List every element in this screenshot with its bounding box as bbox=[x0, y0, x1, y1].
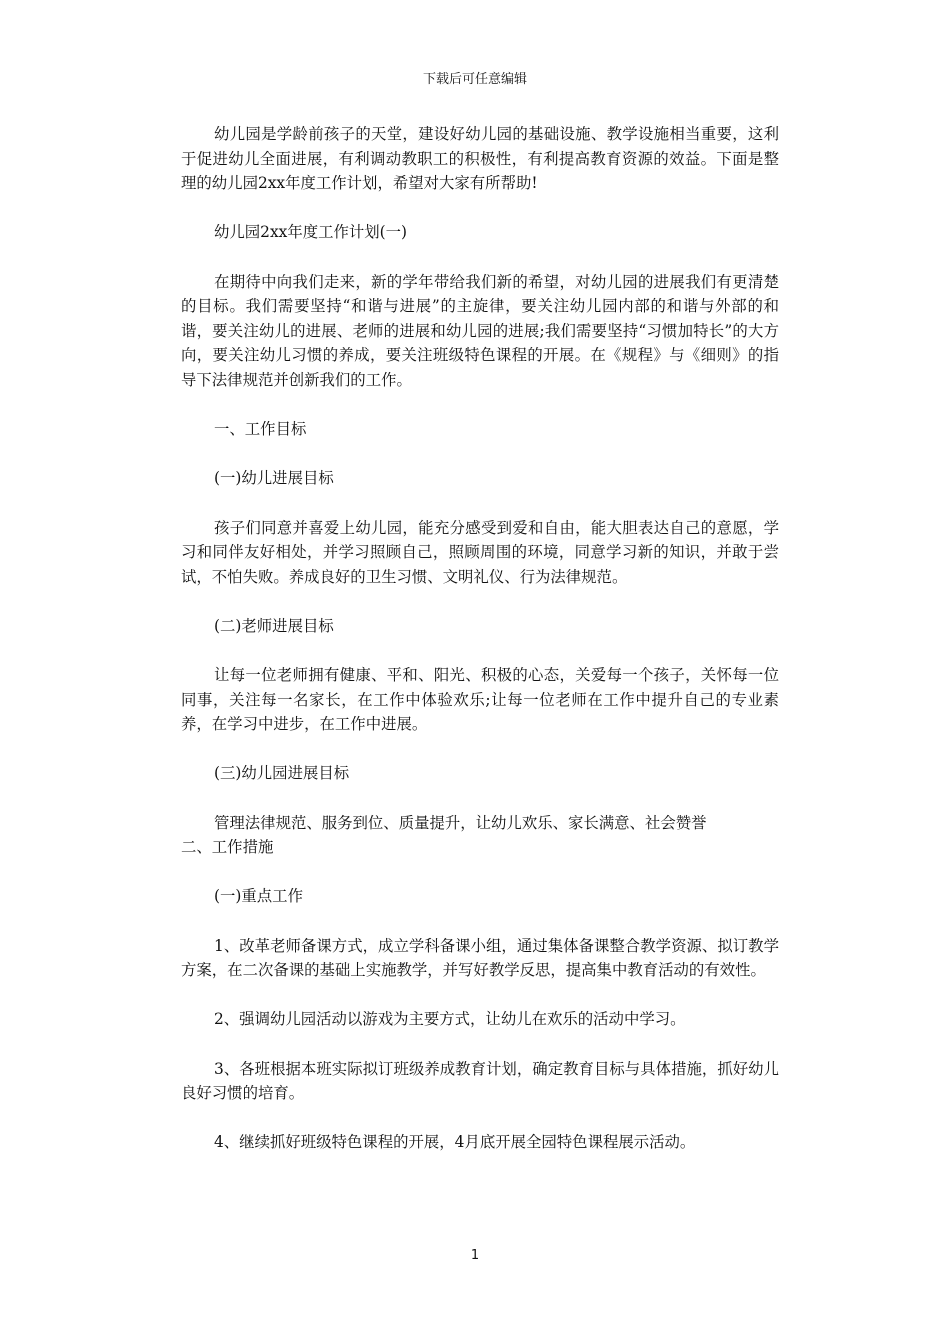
section-heading-goals: 一、工作目标 bbox=[214, 420, 307, 439]
intro-paragraph: 幼儿园是学龄前孩子的天堂，建设好幼儿园的基础设施、教学设施相当重要，这利于促进幼儿全面进展，有利调动教职工的积极性，有利提高教育资源的效益。下面是整理的幼儿园2xx年度工作计划，希望对大家有所帮助! bbox=[181, 125, 779, 193]
section-heading-measures: 二、工作措施 bbox=[181, 838, 274, 857]
measure-heading-key-work: (一)重点工作 bbox=[214, 887, 303, 906]
plan-title: 幼儿园2xx年度工作计划(一) bbox=[214, 223, 408, 242]
list-item: 1、改革老师备课方式，成立学科备课小组，通过集体备课整合教学资源、拟订教学方案，在二次备课的基础上实施教学，并写好教学反思，提高集中教育活动的有效性。 bbox=[181, 936, 779, 980]
goal-text-teachers: 让每一位老师拥有健康、平和、阳光、积极的心态，关爱每一个孩子，关怀每一位同事，关注每一名家长，在工作中体验欢乐;让每一位老师在工作中提升自己的专业素养，在学习中进步，在工作中进展。 bbox=[181, 666, 779, 734]
goal-heading-teachers: (二)老师进展目标 bbox=[214, 616, 334, 635]
goal-heading-children: (一)幼儿进展目标 bbox=[214, 469, 334, 488]
page-number: 1 bbox=[470, 1248, 480, 1263]
goal-heading-kindergarten: (三)幼儿园进展目标 bbox=[214, 764, 350, 783]
goal-text-children: 孩子们同意并喜爱上幼儿园，能充分感受到爱和自由，能大胆表达自己的意愿，学习和同伴友好相处，并学习照顾自己，照顾周围的环境，同意学习新的知识，并敢于尝试，不怕失败。养成良好的卫生习惯、文明礼仪、行为法律规范。 bbox=[181, 518, 779, 586]
list-item: 2、强调幼儿园活动以游戏为主要方式，让幼儿在欢乐的活动中学习。 bbox=[214, 1010, 686, 1029]
page-header: 下载后可任意编辑 bbox=[422, 72, 527, 87]
plan-intro-paragraph: 在期待中向我们走来，新的学年带给我们新的希望，对幼儿园的进展我们有更清楚的目标。我们需要坚持“和谐与进展”的主旋律，要关注幼儿园内部的和谐与外部的和谐，要关注幼儿的进展、老师的进展和幼儿园的进展;我们需要坚持“习惯加特长”的大方向，要关注幼儿习惯的养成，要关注班级特色课程的开展。在《规程》与《细则》的指导下法律规范并创新我们的工作。 bbox=[181, 272, 779, 389]
document-body bbox=[181, 122, 779, 1180]
goal-text-kindergarten: 管理法律规范、服务到位、质量提升，让幼儿欢乐、家长满意、社会赞誉 bbox=[214, 813, 707, 832]
list-item: 4、继续抓好班级特色课程的开展，4月底开展全园特色课程展示活动。 bbox=[214, 1133, 696, 1152]
list-item: 3、各班根据本班实际拟订班级养成教育计划，确定教育目标与具体措施，抓好幼儿良好习惯的培育。 bbox=[181, 1059, 779, 1103]
